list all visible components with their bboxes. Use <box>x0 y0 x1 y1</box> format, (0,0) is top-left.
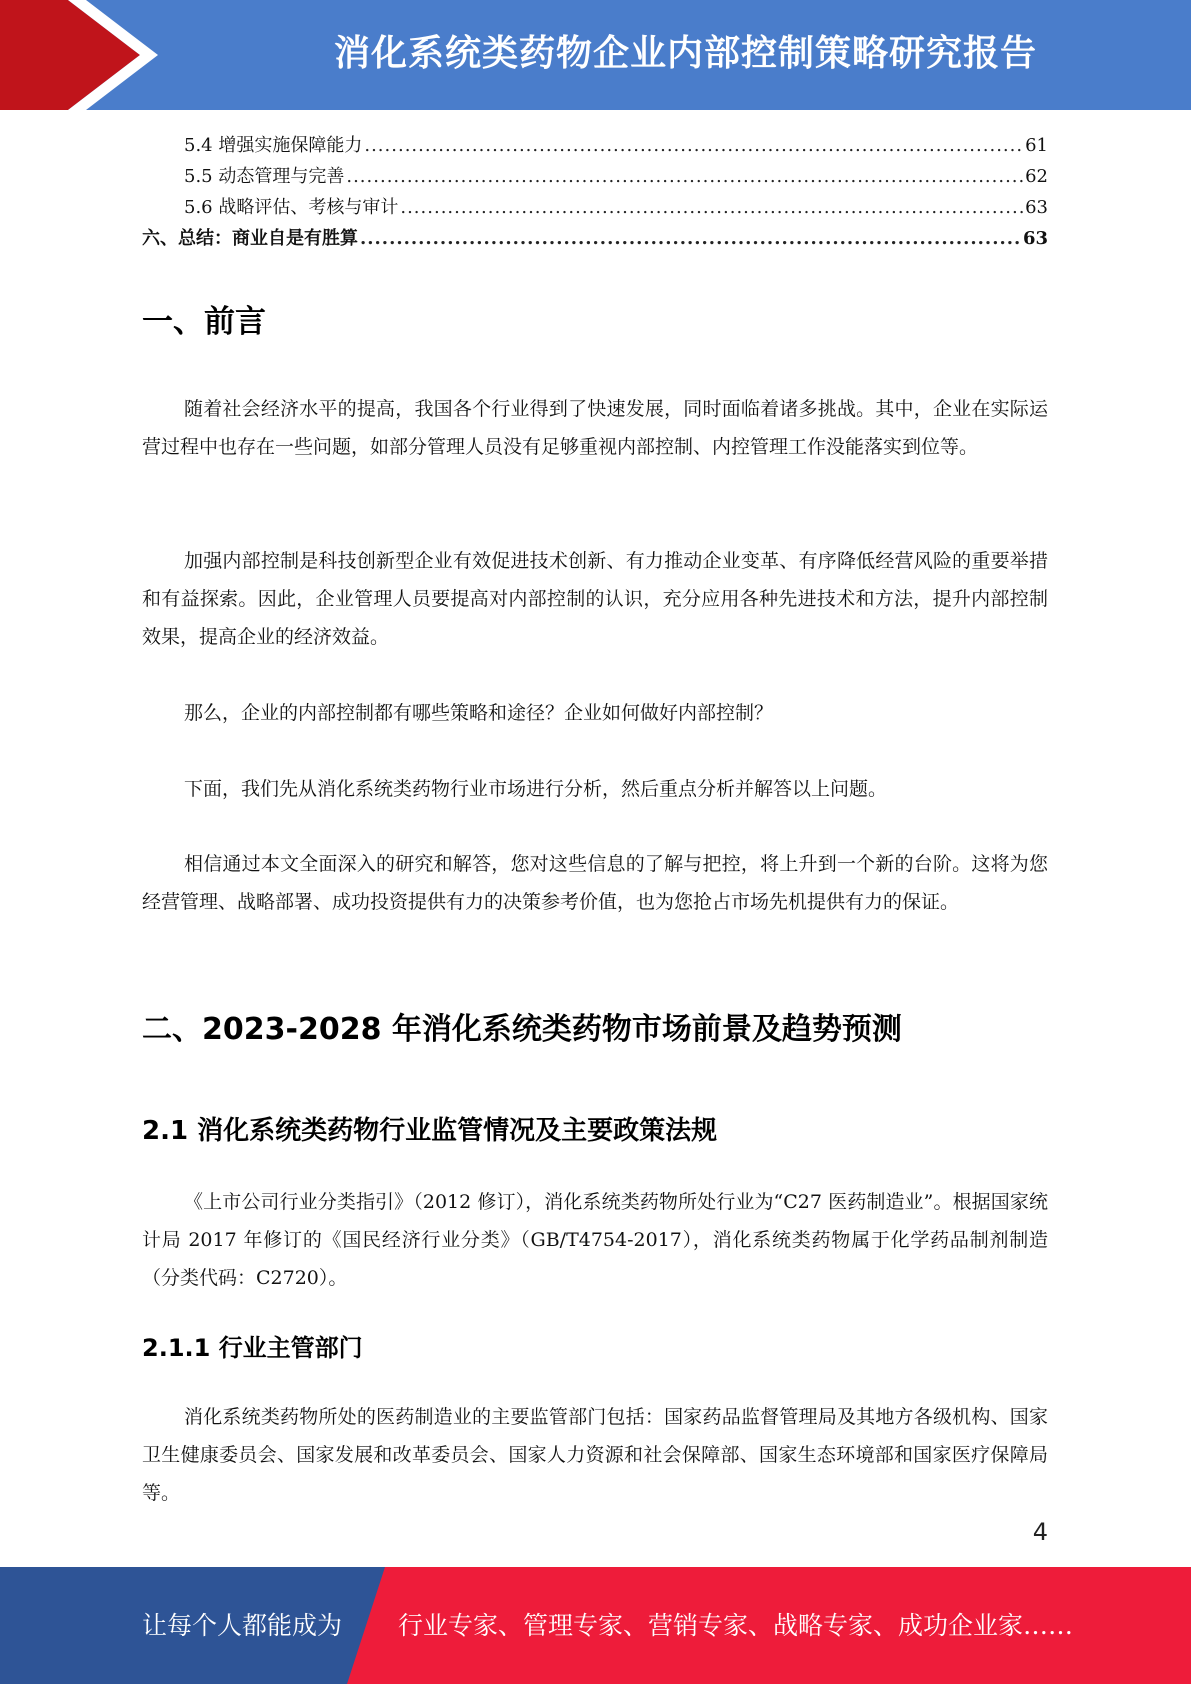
toc-item-label: 5.6 战略评估、考核与审计 <box>184 197 399 218</box>
toc-item-page: 61 <box>1025 135 1048 156</box>
footer-banner <box>0 1567 1191 1684</box>
toc-item[interactable] <box>142 130 1048 161</box>
page-number: 4 <box>1032 1518 1048 1546</box>
paragraph: 加强内部控制是科技创新型企业有效促进技术创新、有力推动企业变革、有序降低经营风险的重要举措和有益探索。因此，企业管理人员要提高对内部控制的认识，充分应用各种先进技术和方法，提升内部控制效果，提高企业的经济效益。 <box>142 550 1048 648</box>
paragraph: 《上市公司行业分类指引》（2012 修订），消化系统类药物所处行业为“C27 医药制造业”。根据国家统计局 2017 年修订的《国民经济行业分类》（GB/T4754-2017），消化系统类药物属于化学药品制剂制造（分类代码：C2720）。 <box>142 1191 1048 1289</box>
toc-item-page: 63 <box>1022 228 1048 249</box>
section-heading-market-forecast: 二、2023-2028 年消化系统类药物市场前景及趋势预测 <box>142 1012 902 1047</box>
footer-slogan-left: 让每个人都能成为 <box>142 1611 343 1640</box>
header-banner <box>0 0 1191 110</box>
toc-item-page: 63 <box>1025 197 1048 218</box>
report-title: 消化系统类药物企业内部控制策略研究报告 <box>333 33 1037 74</box>
toc-leader-dots <box>360 223 1021 254</box>
subsection-heading-regulation: 2.1 消化系统类药物行业监管情况及主要政策法规 <box>142 1116 718 1146</box>
paragraph: 相信通过本文全面深入的研究和解答，您对这些信息的了解与把控，将上升到一个新的台阶。这将为您经营管理、战略部署、成功投资提供有力的决策参考价值，也为您抢占市场先机提供有力的保证。 <box>142 853 1048 913</box>
toc-leader-dots <box>400 192 1023 223</box>
toc-item-label: 5.5 动态管理与完善 <box>184 166 345 187</box>
paragraph: 随着社会经济水平的提高，我国各个行业得到了快速发展，同时面临着诸多挑战。其中，企业在实际运营过程中也存在一些问题，如部分管理人员没有足够重视内部控制、内控管理工作没能落实到位等。 <box>142 398 1048 458</box>
toc-leader-dots <box>346 161 1023 192</box>
paragraph: 消化系统类药物所处的医药制造业的主要监管部门包括：国家药品监督管理局及其地方各级机构、国家卫生健康委员会、国家发展和改革委员会、国家人力资源和社会保障部、国家生态环境部和国家医疗保障局等。 <box>142 1406 1048 1504</box>
toc-item[interactable] <box>142 223 1048 254</box>
toc-item[interactable] <box>142 192 1048 223</box>
footer-slogan-right: 行业专家、管理专家、营销专家、战略专家、成功企业家…… <box>398 1611 1074 1640</box>
subsection-heading-authorities: 2.1.1 行业主管部门 <box>142 1334 363 1362</box>
table-of-contents <box>142 130 1048 254</box>
section-heading-preface: 一、前言 <box>142 304 266 340</box>
toc-item-page: 62 <box>1025 166 1048 187</box>
paragraph: 下面，我们先从消化系统类药物行业市场进行分析，然后重点分析并解答以上问题。 <box>184 778 888 800</box>
toc-item-label: 六、总结：商业自是有胜算 <box>142 228 358 249</box>
toc-item-label: 5.4 增强实施保障能力 <box>184 135 363 156</box>
toc-item[interactable] <box>142 161 1048 192</box>
toc-leader-dots <box>364 130 1023 161</box>
paragraph: 那么，企业的内部控制都有哪些策略和途径？企业如何做好内部控制？ <box>184 702 774 724</box>
